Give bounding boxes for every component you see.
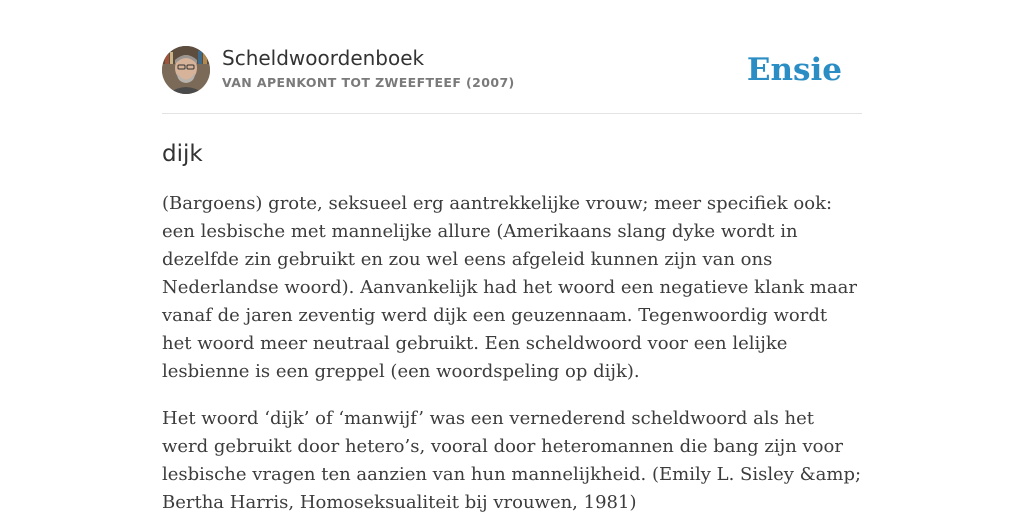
entry-definition <box>162 190 862 512</box>
source-title[interactable]: Scheldwoordenboek <box>222 46 425 70</box>
source-header <box>162 46 862 114</box>
author-photo-icon <box>162 46 210 94</box>
definition-paragraph: Het woord ‘dijk’ of ‘manwijf’ was een vernederend scheldwoord als het werd gebruikt door hetero’s, vooral door heteromannen die bang zijn voor lesbische vragen ten aanzien van hun mannelijkheid. (Emily L. Sisley &amp; Bertha Harris, Homoseksualiteit bij vrouwen, 1981) <box>162 408 862 512</box>
brand-logo[interactable]: Ensie <box>746 52 842 88</box>
definition-paragraph: (Bargoens) grote, seksueel erg aantrekkelijke vrouw; meer specifiek ook: een lesbische met mannelijke allure (Amerikaans slang dyke wordt in dezelfde zin gebruikt en zou wel eens afgeleid kunnen zijn van ons Nederlandse woord). Aanvankelijk had het woord een negatieve klank maar vanaf de jaren zeventig werd dijk een geuzennaam. Tegenwoordig wordt het woord meer neutraal gebruikt. Een scheldwoord voor een lelijke lesbienne is een greppel (een woordspeling op dijk). <box>162 193 857 382</box>
entry-term: dijk <box>162 141 203 167</box>
author-avatar[interactable] <box>162 46 210 94</box>
source-subtitle: VAN APENKONT TOT ZWEEFTEEF (2007) <box>222 75 515 90</box>
page <box>162 0 862 512</box>
